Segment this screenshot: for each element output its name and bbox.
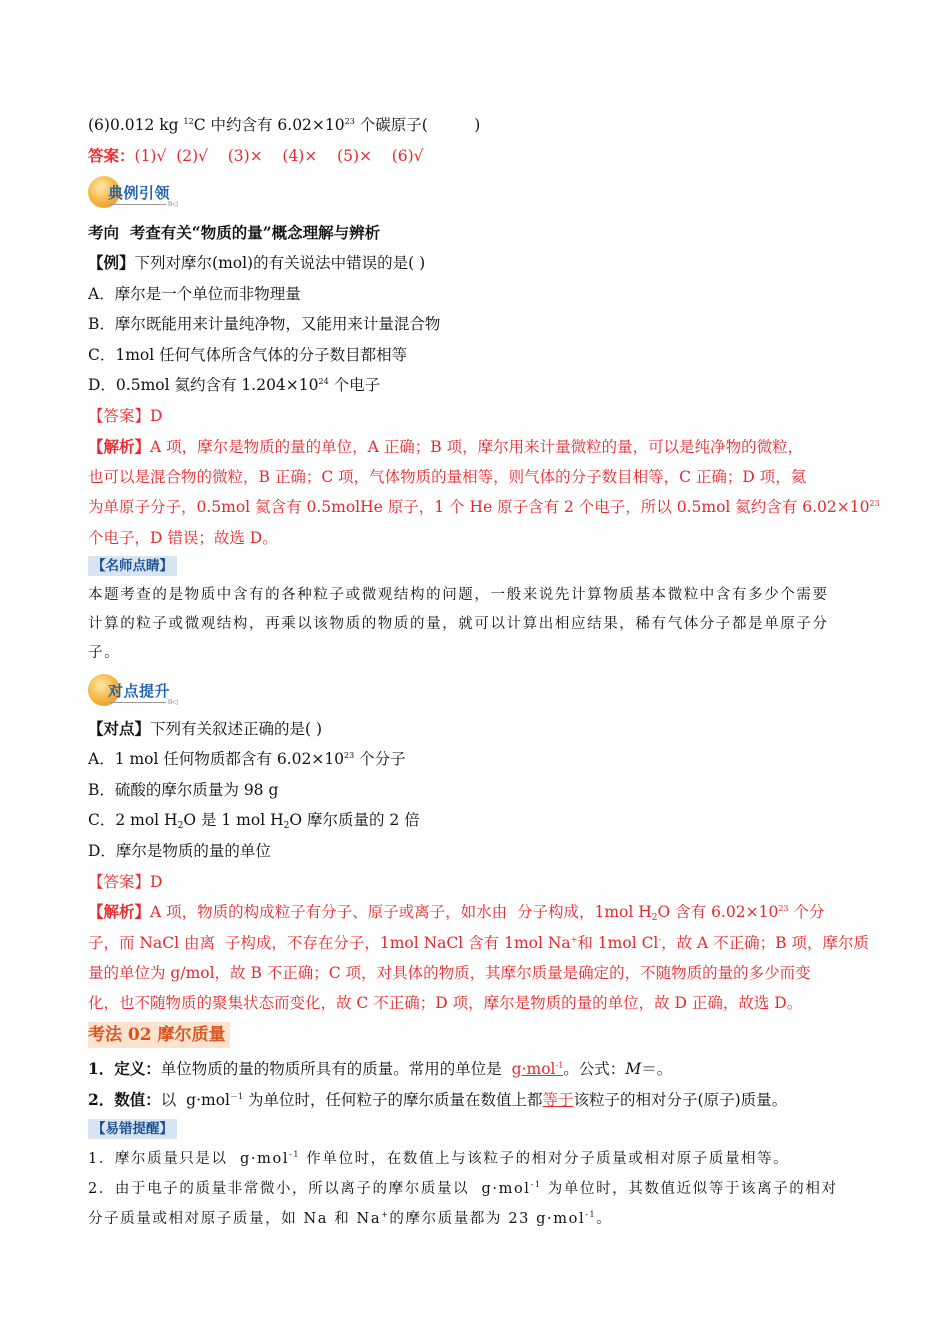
q6-sup: 12 [183,117,194,126]
unit-text: g·mol [511,1060,556,1078]
q6-sup2: 23 [344,117,355,126]
badge-rule [110,702,166,703]
definition-unit [512,1060,564,1078]
direction-heading: 考向 考查有关“物质的量”概念理解与辨析 [88,223,381,242]
definition-line [88,1058,672,1080]
example-explanation-3 [88,496,880,518]
practice-explanation-1 [88,901,824,923]
q6-lead: (6)0.012 kg [88,116,184,134]
example-explanation-1 [88,436,803,458]
err3-sup2: -1 [585,1210,597,1219]
numeric-equal: 等于 [542,1091,574,1109]
example-stem [88,252,425,274]
option-c-sub2: 2 [283,821,290,831]
option-a-sup: 23 [344,751,355,760]
formula-symbol: M [625,1060,642,1078]
numeric-value-line [88,1089,787,1111]
e1-b: O 含有 6.02×10 [657,903,779,921]
explanation-label: 【解析】 [88,437,151,456]
example-option-a: A．摩尔是一个单位而非物理量 [88,285,301,303]
definition-label: 1．定义： [88,1059,161,1078]
option-c-3: O 摩尔质量的 2 倍 [289,811,420,829]
explanation-3-sup: 23 [869,499,880,508]
e1-c: 个分 [788,903,825,921]
option-d-post: 个电子 [328,376,381,394]
badge-rule [110,204,166,205]
practice-option-c [88,809,420,831]
error-tip-line-1 [88,1148,789,1170]
definition-tail: 。公式： [563,1060,626,1078]
error-tip-line-3 [88,1208,612,1230]
teacher-note-line-1: 本题考查的是物质中含有的各种粒子或微观结构的问题，一般来说先计算物质基本微粒中含有多少个需要 [88,587,829,603]
practice-option-b: B．硫酸的摩尔质量为 98 g [88,781,279,799]
practice-explanation-2 [88,932,869,954]
e2-sup: + [570,935,578,944]
question-6 [88,114,480,136]
example-explanation-2: 也可以是混合物的微粒，B 正确；C 项，气体物质的量相等，则气体的分子数目相等，C 正确；D 项，氦 [88,468,807,486]
example-label: 【例】 [88,253,135,272]
explanation-label: 【解析】 [88,902,151,921]
practice-stem-text: 下列有关叙述正确的是( ) [150,720,323,738]
e2-a: 子，而 NaCl 由离 子构成，不存在分子，1mol NaCl 含有 1mol Na [88,934,571,952]
err3-post: 。 [596,1211,613,1227]
badge-text: 典例引领 [108,184,171,202]
example-explanation-4: 个电子，D 错误；故选 D。 [88,529,278,547]
formula-eq: ＝。 [641,1060,673,1078]
err2-pre: 2．由于电子的质量非常微小，所以离子的摩尔质量以 g·mol [88,1181,531,1197]
practice-label: 【对点】 [88,719,151,738]
badge-mark-icon: II◁ [168,200,178,208]
e2-b: 和 1mol Cl [577,934,659,952]
example-option-c: C．1mol 任何气体所含气体的分子数目都相等 [88,346,408,364]
teacher-note-line-3: 子。 [88,645,121,661]
example-option-b: B．摩尔既能用来计量纯净物，又能用来计量混合物 [88,315,441,333]
option-a-post: 个分子 [354,750,406,768]
numeric-label: 2．数值： [88,1090,161,1109]
err1-pre: 1．摩尔质量只是以 g·mol [88,1151,290,1167]
numeric-mid: 为单位时，任何粒子的摩尔质量在数值上都 [243,1091,543,1109]
err3-pre: 分子质量或相对原子质量，如 Na 和 Na [88,1211,382,1227]
e2-sup2: - [658,935,662,944]
numeric-tail: 该粒子的相对分子(原子)质量。 [573,1091,788,1109]
err2-sup: -1 [530,1180,542,1189]
practice-explanation-3: 量的单位为 g/mol，故 B 不正确；C 项，对具体的物质，其摩尔质量是确定的，不随物质的量的多少而变 [88,964,811,982]
badge-practice [88,674,178,708]
answer-label: 答案： [88,146,135,165]
err3-mid: 的摩尔质量都为 23 g·mol [389,1211,586,1227]
err1-post: 作单位时，在数值上与该粒子的相对分子质量或相对原子质量相等。 [300,1151,790,1167]
err1-sup: -1 [289,1150,301,1159]
option-d-sup: 24 [318,377,329,386]
unit-sup: -1 [555,1061,564,1070]
example-stem-text: 下列对摩尔(mol)的有关说法中错误的是( ) [134,254,426,272]
practice-option-d: D．摩尔是物质的量的单位 [88,842,271,860]
option-a-pre: A．1 mol 任何物质都含有 6.02×10 [88,750,345,768]
teacher-note-line-2: 计算的粒子或微观结构，再乘以该物质的物质的量，就可以计算出相应结果，稀有气体分子都是单原子分 [88,616,829,632]
answer-text: (1)√ (2)√ (3)× (4)× (5)× (6)√ [134,147,424,165]
explanation-text-1: A 项，摩尔是物质的量的单位，A 正确；B 项，摩尔用来计量微粒的量，可以是纯净物的微粒， [150,438,804,456]
practice-answer: 【答案】D [88,873,163,891]
numeric-sup: －1 [230,1092,244,1101]
error-tip-line-2 [88,1178,838,1200]
practice-explanation-4: 化，也不随物质的聚集状态而变化，故 C 不正确；D 项，摩尔是物质的量的单位，故 D 正确，故选 D。 [88,994,803,1012]
error-tip-tag: 【易错提醒】 [88,1119,177,1139]
example-answer: 【答案】D [88,407,163,425]
option-c-2: O 是 1 mol H [183,811,284,829]
q6-mid: C 中约含有 6.02×10 [193,116,345,134]
e1-a: A 项，物质的构成粒子有分子、原子或离子，如水由 分子构成，1mol H [150,903,652,921]
practice-option-a [88,748,406,770]
err2-post: 为单位时，其数值近似等于该离子的相对 [541,1181,838,1197]
e1-sup: 23 [778,904,789,913]
badge-text: 对点提升 [108,682,171,700]
q6-tail: 个碳原子( ) [354,116,481,134]
practice-stem [88,718,322,740]
e1-sub: 2 [651,913,658,923]
answer-line-1 [88,145,424,167]
example-option-d [88,374,380,396]
option-c-sub: 2 [177,821,184,831]
explanation-3-pre: 为单原子分子，0.5mol 氦含有 0.5molHe 原子，1 个 He 原子含有 2 个电子，所以 0.5mol 氦约含有 6.02×10 [88,498,870,516]
badge-mark-icon: II◁ [168,698,178,706]
definition-text: 单位物质的量的物质所具有的质量。常用的单位是 [160,1060,512,1078]
numeric-pre: 以 g·mol [160,1091,230,1109]
err3-sup: + [381,1210,390,1219]
badge-typical-example [88,176,178,210]
e2-c: ，故 A 不正确；B 项，摩尔质 [661,934,869,952]
option-c-1: C．2 mol H [88,811,178,829]
option-d-pre: D．0.5mol 氦约含有 1.204×10 [88,376,319,394]
section-heading: 考法 02 摩尔质量 [88,1022,230,1048]
teacher-note-tag: 【名师点睛】 [88,556,177,576]
